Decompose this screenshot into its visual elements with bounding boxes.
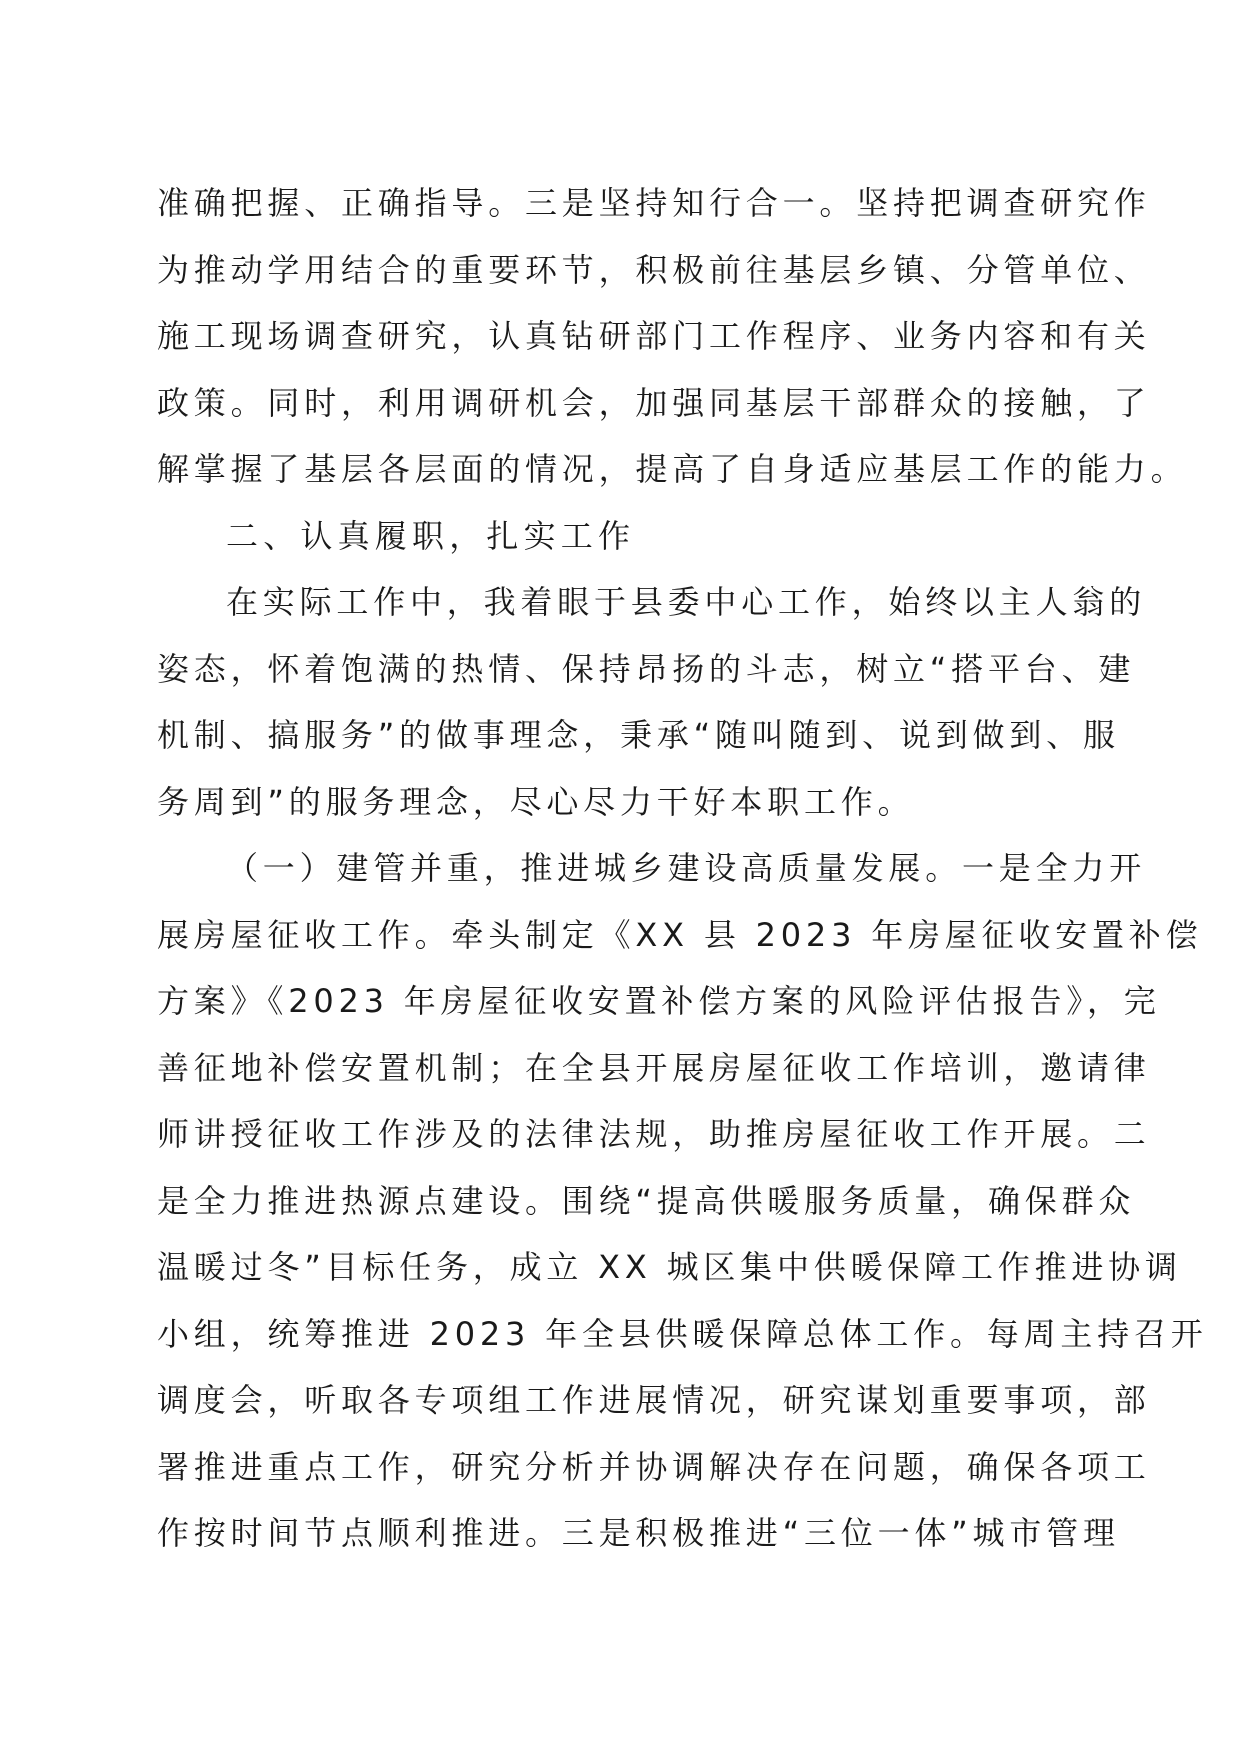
text-line: 政策。同时，利用调研机会，加强同基层干部群众的接触，了 — [157, 383, 1151, 422]
text-line: 温暖过冬”目标任务，成立 XX 城区集中供暖保障工作推进协调 — [157, 1248, 1182, 1286]
text-line: 解掌握了基层各层面的情况，提高了自身适应基层工作的能力。 — [157, 450, 1188, 488]
text-line: 准确把握、正确指导。三是坚持知行合一。坚持把调查研究作 — [157, 184, 1151, 222]
paragraph-first-line: 在实际工作中，我着眼于县委中心工作，始终以主人翁的 — [226, 583, 1147, 621]
text-line: 姿态，怀着饱满的热情、保持昂扬的斗志，树立“搭平台、建 — [157, 649, 1136, 688]
text-line: 施工现场调查研究，认真钻研部门工作程序、业务内容和有关 — [157, 317, 1151, 355]
text-line: 小组，统筹推进 2023 年全县供暖保障总体工作。每周主持召开 — [157, 1314, 1208, 1353]
text-line: 师讲授征收工作涉及的法律法规，助推房屋征收工作开展。二 — [157, 1115, 1151, 1153]
section-heading: 二、认真履职，扎实工作 — [226, 516, 636, 555]
text-line: 展房屋征收工作。牵头制定《XX 县 2023 年房屋征收安置补偿 — [157, 915, 1203, 954]
text-line: 作按时间节点顺利推进。三是积极推进“三位一体”城市管理 — [157, 1514, 1120, 1552]
text-line: 务周到”的服务理念，尽心尽力干好本职工作。 — [157, 782, 915, 821]
text-line: 是全力推进热源点建设。围绕“提高供暖服务质量，确保群众 — [157, 1181, 1136, 1220]
text-line: 方案》《2023 年房屋征收安置补偿方案的风险评估报告》，完 — [157, 982, 1161, 1020]
text-line: 机制、搞服务”的做事理念，秉承“随叫随到、说到做到、服 — [157, 716, 1120, 754]
text-line: 为推动学用结合的重要环节，积极前往基层乡镇、分管单位、 — [157, 250, 1151, 289]
document-body — [157, 170, 1208, 1567]
text-line: 调度会，听取各专项组工作进展情况，研究谋划重要事项，部 — [157, 1381, 1151, 1419]
text-line: 善征地补偿安置机制；在全县开展房屋征收工作培训，邀请律 — [157, 1048, 1151, 1087]
text-line: 署推进重点工作，研究分析并协调解决存在问题，确保各项工 — [157, 1447, 1151, 1486]
subsection-first-line: （一）建管并重，推进城乡建设高质量发展。一是全力开 — [226, 849, 1147, 887]
